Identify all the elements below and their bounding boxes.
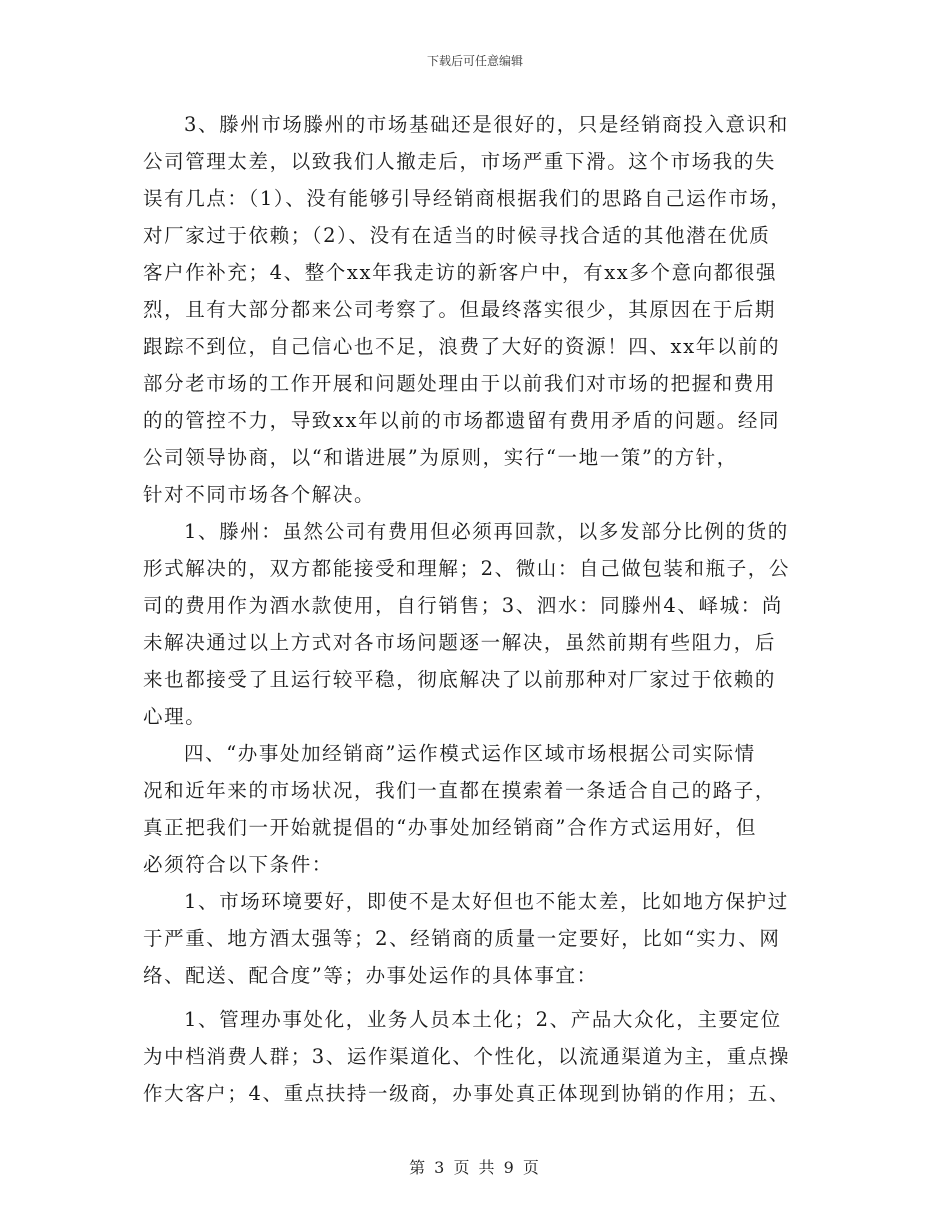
- page-number-footer: 第 3 页 共 9 页: [409, 1158, 541, 1177]
- text-line: 必须符合以下条件：: [143, 853, 333, 876]
- text-line: 1、市场环境要好，即使不是太好但也不能太差，比如地方保护过: [184, 890, 789, 913]
- text-line: 四、“办事处加经销商”运作模式运作区域市场根据公司实际情: [184, 742, 756, 765]
- text-line: 跟踪不到位，自己信心也不足，浪费了大好的资源！四、xx年以前的: [143, 335, 781, 358]
- text-line: 形式解决的，双方都能接受和理解；2、微山：自己做包装和瓶子，公: [143, 557, 791, 580]
- text-line: 误有几点：（1）、没有能够引导经销商根据我们的思路自己运作市场，: [143, 187, 792, 210]
- text-line: 为中档消费人群；3、运作渠道化、个性化，以流通渠道为主，重点操: [143, 1045, 791, 1068]
- text-line: 1、滕州：虽然公司有费用但必须再回款，以多发部分比例的货的: [184, 520, 789, 543]
- page-header: 下载后可任意编辑: [426, 54, 523, 68]
- text-line: 络、配送、配合度”等；办事处运作的具体事宜：: [143, 964, 598, 987]
- text-line: 来也都接受了且运行较平稳，彻底解决了以前那种对厂家过于依赖的: [143, 668, 777, 691]
- text-line: 对厂家过于依赖；（2）、没有在适当的时候寻找合适的其他潜在优质: [143, 224, 771, 247]
- text-line: 于严重、地方酒太强等；2、经销商的质量一定要好，比如“实力、网: [143, 927, 781, 950]
- text-line: 公司管理太差，以致我们人撤走后，市场严重下滑。这个市场我的失: [143, 150, 777, 173]
- text-line: 作大客户；4、重点扶持一级商，办事处真正体现到协销的作用；五、: [143, 1082, 791, 1105]
- text-line: 部分老市场的工作开展和问题处理由于以前我们对市场的把握和费用: [143, 372, 777, 395]
- text-line: 况和近年来的市场状况，我们一直都在摸索着一条适合自己的路子，: [143, 779, 777, 802]
- text-line: 司的费用作为酒水款使用，自行销售；3、泗水：同滕州4、峄城：尚: [143, 594, 783, 617]
- text-line: 针对不同市场各个解决。: [143, 483, 376, 506]
- text-line: 公司领导协商，以“和谐进展”为原则，实行“一地一策”的方针，: [143, 446, 738, 469]
- text-line: 真正把我们一开始就提倡的“办事处加经销商”合作方式运用好，但: [143, 816, 757, 839]
- text-line: 烈，且有大部分都来公司考察了。但最终落实很少，其原因在于后期: [143, 298, 777, 321]
- text-line: 客户作补充；4、整个xx年我走访的新客户中，有xx多个意向都很强: [143, 261, 778, 284]
- text-line: 1、管理办事处化，业务人员本土化；2、产品大众化，主要定位: [184, 1008, 782, 1031]
- text-line: 3、滕州市场滕州的市场基础还是很好的，只是经销商投入意识和: [184, 113, 789, 136]
- text-line: 心理。: [143, 705, 207, 728]
- text-line: 未解决通过以上方式对各市场问题逐一解决，虽然前期有些阻力，后: [143, 631, 777, 654]
- text-line: 的的管控不力，导致xx年以前的市场都遗留有费用矛盾的问题。经同: [143, 409, 781, 432]
